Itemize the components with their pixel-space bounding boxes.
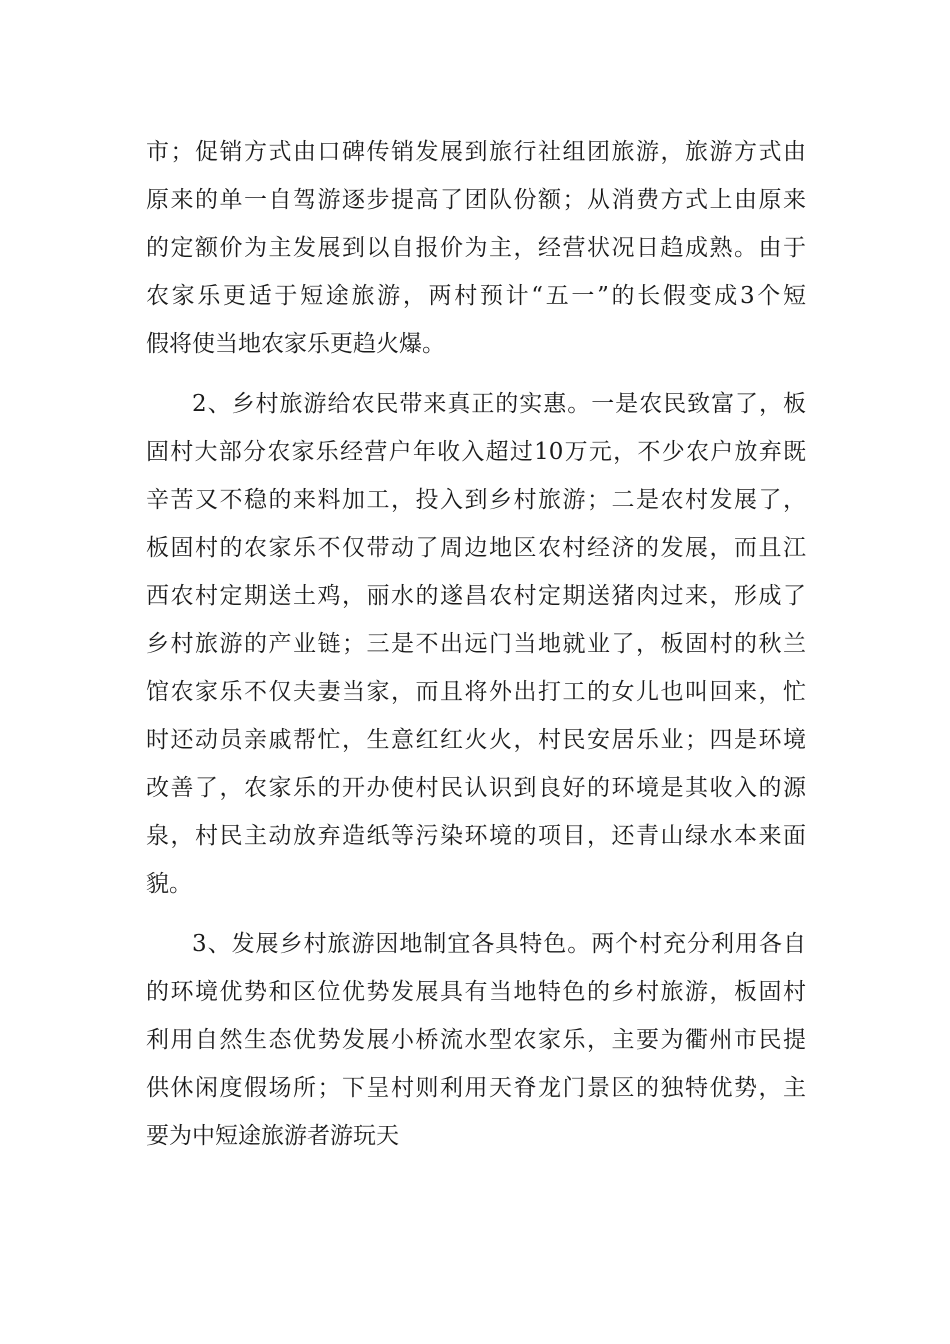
paragraph-2-line-8: 时还动员亲戚帮忙，生意红红火火，村民安居乐业；四是环境 xyxy=(146,727,806,753)
paragraph-2-line-6: 乡村旅游的产业链；三是不出远门当地就业了，板固村的秋兰 xyxy=(146,631,806,657)
paragraph-3-line-3: 利用自然生态优势发展小桥流水型农家乐，主要为衢州市民提 xyxy=(146,1027,806,1053)
paragraph-3-line-2: 的环境优势和区位优势发展具有当地特色的乡村旅游，板固村 xyxy=(146,979,806,1005)
paragraph-1-line-3: 的定额价为主发展到以自报价为主，经营状况日趋成熟。由于 xyxy=(146,235,806,261)
paragraph-3-line-4: 供休闲度假场所；下呈村则利用天脊龙门景区的独特优势，主 xyxy=(146,1075,806,1101)
paragraph-2-line-9: 改善了，农家乐的开办使村民认识到良好的环境是其收入的源 xyxy=(146,775,806,801)
paragraph-2-line-10: 泉，村民主动放弃造纸等污染环境的项目，还青山绿水本来面 xyxy=(146,823,806,849)
paragraph-2-line-11: 貌。 xyxy=(146,871,192,897)
paragraph-1-line-1: 市；促销方式由口碑传销发展到旅行社组团旅游，旅游方式由 xyxy=(146,139,806,165)
paragraph-3-line-1: 3、发展乡村旅游因地制宜各具特色。两个村充分利用各自 xyxy=(192,931,806,957)
paragraph-2-line-1: 2、乡村旅游给农民带来真正的实惠。一是农民致富了，板 xyxy=(192,391,806,417)
paragraph-1-line-2: 原来的单一自驾游逐步提高了团队份额；从消费方式上由原来 xyxy=(146,187,806,213)
paragraph-2-line-7: 馆农家乐不仅夫妻当家，而且将外出打工的女儿也叫回来，忙 xyxy=(146,679,806,705)
paragraph-2-line-5: 西农村定期送土鸡，丽水的遂昌农村定期送猪肉过来，形成了 xyxy=(146,583,806,609)
paragraph-3-line-5: 要为中短途旅游者游玩天 xyxy=(146,1123,399,1149)
paragraph-2-line-4: 板固村的农家乐不仅带动了周边地区农村经济的发展，而且江 xyxy=(146,535,806,561)
paragraph-2-line-3: 辛苦又不稳的来料加工，投入到乡村旅游；二是农村发展了， xyxy=(146,487,806,513)
paragraph-2-line-2: 固村大部分农家乐经营户年收入超过10万元，不少农户放弃既 xyxy=(146,439,806,465)
paragraph-1-line-4: 农家乐更适于短途旅游，两村预计“五一”的长假变成3个短 xyxy=(146,283,806,309)
paragraph-1-line-5: 假将使当地农家乐更趋火爆。 xyxy=(146,331,445,357)
